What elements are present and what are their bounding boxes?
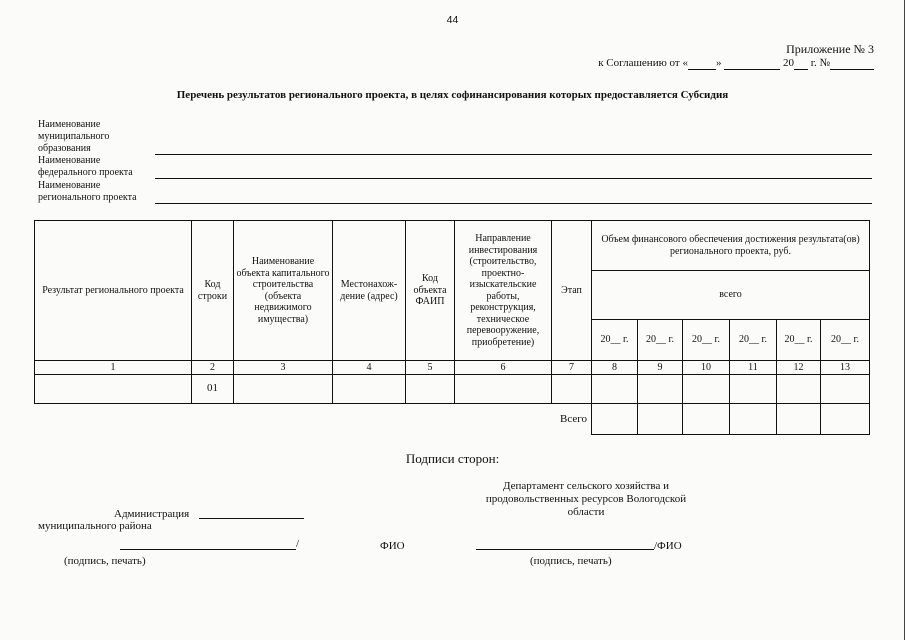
table-row xyxy=(35,375,870,404)
agreement-prefix: к Соглашению от « xyxy=(598,57,688,69)
total-cell xyxy=(638,404,683,435)
field-label-municipality: Наименование муниципального образования xyxy=(38,119,110,154)
agreement-mid: » xyxy=(715,57,722,69)
table-cell xyxy=(638,375,683,404)
admin-label-line2: муниципального района xyxy=(38,520,152,532)
total-cell xyxy=(821,404,870,435)
column-number: 5 xyxy=(406,361,455,375)
signatures-title: Подписи сторон: xyxy=(405,451,500,466)
left-signature-slash: / xyxy=(296,538,300,550)
total-cell xyxy=(592,404,638,435)
table-cell xyxy=(234,375,333,404)
admin-signature-line xyxy=(199,518,304,519)
column-number: 8 xyxy=(592,361,638,375)
header-direction: Направление инвестирования (строительство, проектно-изыскательские работы, реконструкция, техническое перевооружение, приобретение) xyxy=(455,221,552,361)
table-cell xyxy=(730,375,777,404)
table-cell xyxy=(821,375,870,404)
appendix-label: Приложение № 3 xyxy=(786,42,874,56)
total-label-cell xyxy=(35,404,592,435)
agreement-number-blank xyxy=(830,57,874,70)
header-year: 20__ г. xyxy=(683,320,730,361)
header-year: 20__ г. xyxy=(638,320,683,361)
header-faip: Код объекта ФАИП xyxy=(406,221,455,361)
column-number: 1 xyxy=(35,361,192,375)
header-result: Результат регионального проекта xyxy=(35,221,192,361)
total-cell xyxy=(730,404,777,435)
table-cell xyxy=(683,375,730,404)
header-finance: Объем финансового обеспечения достижения результата(ов) регионального проекта, руб. xyxy=(592,221,870,271)
agreement-year-blank xyxy=(794,57,808,70)
table-cell xyxy=(777,375,821,404)
document-title: Перечень результатов регионального проекта, в целях софинансирования которых предоставляется Субсидия xyxy=(176,89,729,101)
results-table xyxy=(34,220,870,435)
total-cell xyxy=(777,404,821,435)
table-cell xyxy=(592,375,638,404)
header-year: 20__ г. xyxy=(777,320,821,361)
right-signature-line xyxy=(476,549,654,550)
field-line-federal-project xyxy=(155,178,872,179)
agreement-month-blank xyxy=(724,57,780,70)
table-cell xyxy=(455,375,552,404)
header-stage: Этап xyxy=(552,221,592,361)
header-location: Местонахож-дение (адрес) xyxy=(333,221,406,361)
field-label-federal-project: Наименование федерального проекта xyxy=(38,155,133,178)
header-code: Код строки xyxy=(192,221,234,361)
table-cell xyxy=(333,375,406,404)
column-number: 6 xyxy=(455,361,552,375)
row-code: 01 xyxy=(192,375,234,404)
table-cell xyxy=(406,375,455,404)
agreement-year-prefix: 20 xyxy=(782,57,794,69)
field-label-regional-project: Наименование регионального проекта xyxy=(38,180,137,203)
column-number: 13 xyxy=(821,361,870,375)
column-number: 11 xyxy=(730,361,777,375)
agreement-day-blank xyxy=(688,57,716,70)
department-name: Департамент сельского хозяйства и продовольственных ресурсов Вологодской области xyxy=(485,480,687,518)
header-object: Наименование объекта капитального строительства (объекта недвижимого имущества) xyxy=(234,221,333,361)
total-row xyxy=(35,404,870,435)
header-year: 20__ г. xyxy=(821,320,870,361)
left-signature-line xyxy=(120,549,296,550)
table-cell xyxy=(552,375,592,404)
agreement-line xyxy=(598,57,874,70)
admin-label-line1: Администрация xyxy=(114,508,190,520)
column-number: 2 xyxy=(192,361,234,375)
total-cell xyxy=(683,404,730,435)
column-number: 10 xyxy=(683,361,730,375)
caption-left: (подпись, печать) xyxy=(64,555,146,567)
fio-left: ФИО xyxy=(380,540,405,552)
column-number: 9 xyxy=(638,361,683,375)
column-number: 7 xyxy=(552,361,592,375)
field-line-regional-project xyxy=(155,203,872,204)
agreement-year-suffix: г. № xyxy=(810,57,830,69)
column-number: 12 xyxy=(777,361,821,375)
header-total: всего xyxy=(592,271,870,320)
header-year: 20__ г. xyxy=(592,320,638,361)
caption-right: (подпись, печать) xyxy=(530,555,612,567)
page-number: 44 xyxy=(446,14,459,26)
total-label: Всего xyxy=(560,413,587,425)
fio-right: /ФИО xyxy=(654,540,682,552)
column-number: 4 xyxy=(333,361,406,375)
field-line-municipality xyxy=(155,154,872,155)
table-cell xyxy=(35,375,192,404)
column-number: 3 xyxy=(234,361,333,375)
header-year: 20__ г. xyxy=(730,320,777,361)
